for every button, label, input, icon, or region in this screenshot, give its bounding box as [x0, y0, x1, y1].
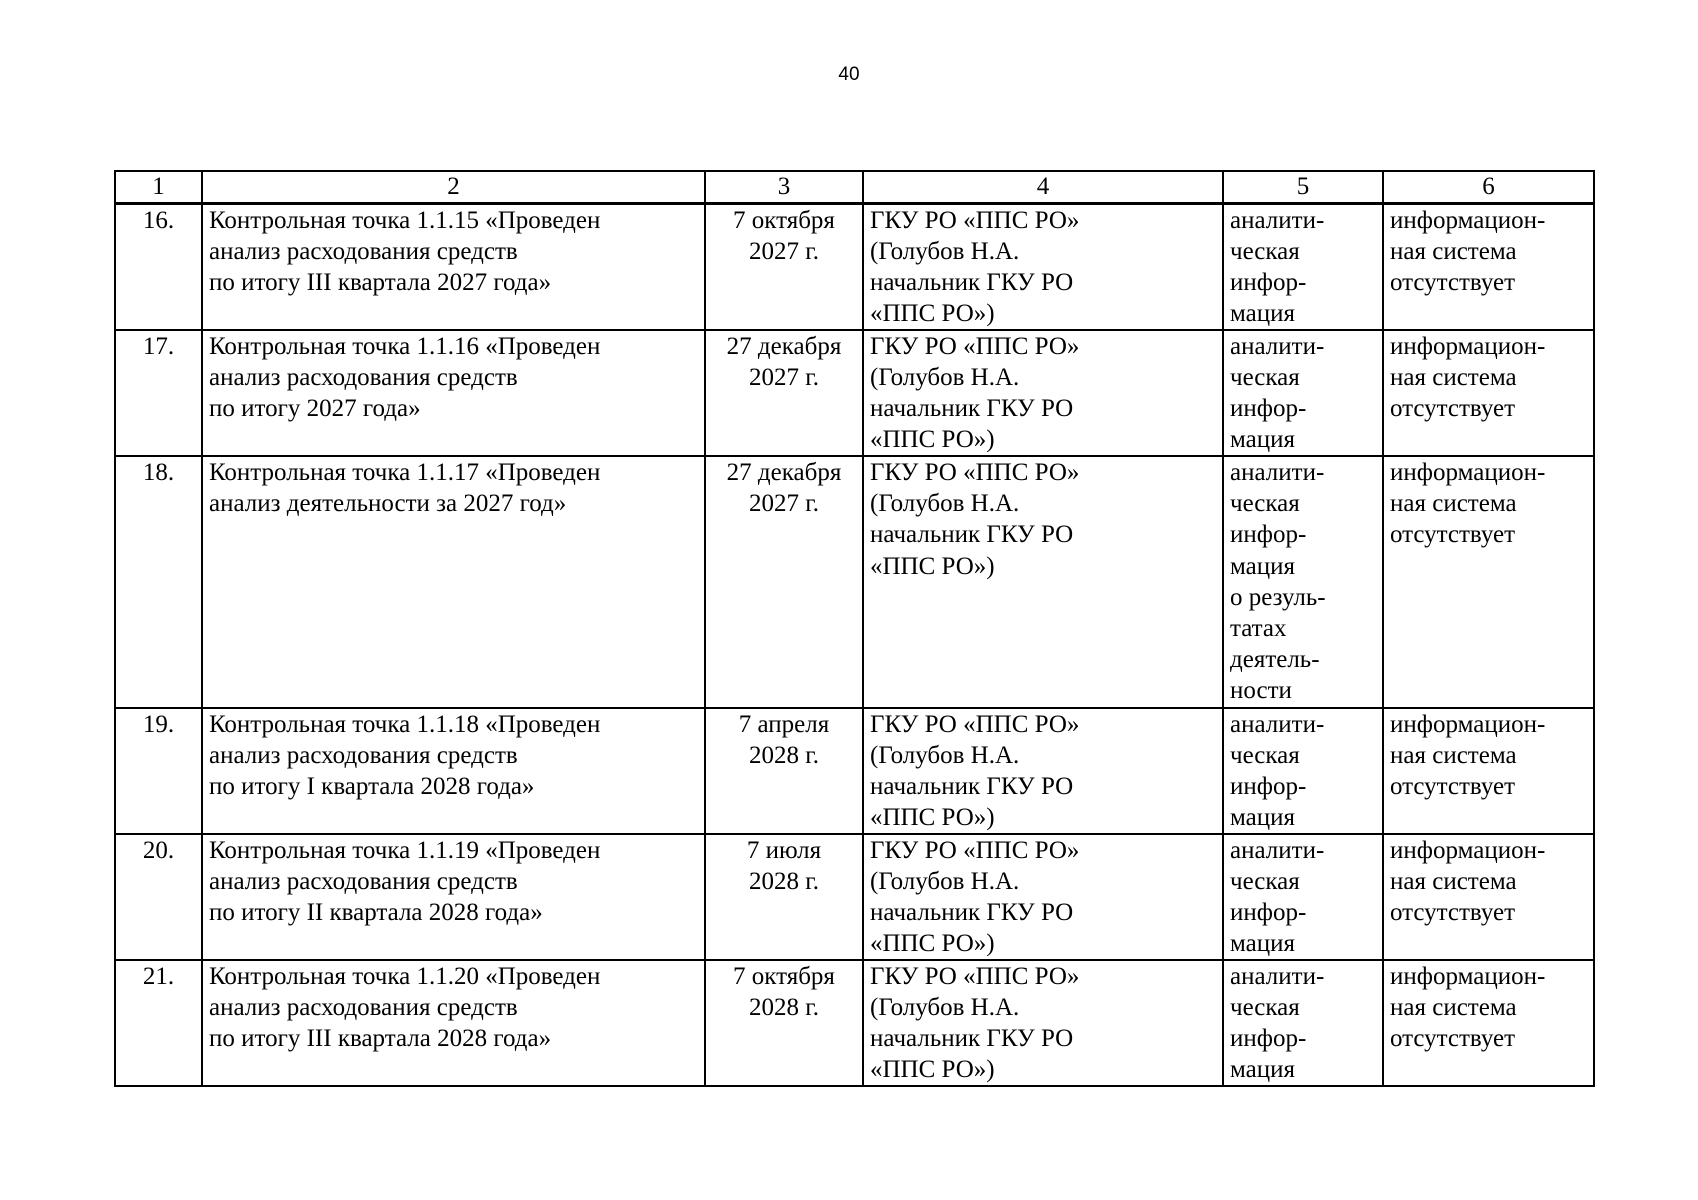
control-point-date: 7 июля 2028 г. — [705, 834, 863, 960]
responsible-executor: ГКУ РО «ППС РО» (Голубов Н.А. начальник ГКУ РО «ППС РО») — [863, 330, 1223, 456]
document-type: аналити- ческая инфор- мация — [1223, 708, 1383, 834]
document-type: аналити- ческая инфор- мация о резуль- татах деятель- ности — [1223, 456, 1383, 708]
column-number-header-row — [115, 171, 1594, 204]
responsible-executor: ГКУ РО «ППС РО» (Голубов Н.А. начальник ГКУ РО «ППС РО») — [863, 960, 1223, 1086]
column-number-2: 2 — [202, 171, 705, 204]
control-point-date: 27 декабря 2027 г. — [705, 330, 863, 456]
row-number: 17. — [115, 330, 202, 456]
column-number-5: 5 — [1223, 171, 1383, 204]
control-point-name: Контрольная точка 1.1.20 «Проведен анализ расходования средств по итогу III квартала 2028 года» — [202, 960, 705, 1086]
column-number-1: 1 — [115, 171, 202, 204]
control-point-date: 27 декабря 2027 г. — [705, 456, 863, 708]
control-point-date: 7 октября 2027 г. — [705, 204, 863, 331]
row-number: 21. — [115, 960, 202, 1086]
table-row — [115, 456, 1594, 708]
information-system: информацион- ная система отсутствует — [1383, 204, 1594, 331]
table-row — [115, 960, 1594, 1086]
row-number: 19. — [115, 708, 202, 834]
document-type: аналити- ческая инфор- мация — [1223, 960, 1383, 1086]
control-points-table — [114, 170, 1595, 1087]
control-point-name: Контрольная точка 1.1.16 «Проведен анализ расходования средств по итогу 2027 года» — [202, 330, 705, 456]
information-system: информацион- ная система отсутствует — [1383, 708, 1594, 834]
information-system: информацион- ная система отсутствует — [1383, 834, 1594, 960]
table-row — [115, 330, 1594, 456]
control-point-name: Контрольная точка 1.1.19 «Проведен анализ расходования средств по итогу II квартала 2028 года» — [202, 834, 705, 960]
document-type: аналити- ческая инфор- мация — [1223, 204, 1383, 331]
row-number: 18. — [115, 456, 202, 708]
control-point-name: Контрольная точка 1.1.17 «Проведен анализ деятельности за 2027 год» — [202, 456, 705, 708]
table-row — [115, 204, 1594, 331]
control-point-name: Контрольная точка 1.1.18 «Проведен анализ расходования средств по итогу I квартала 2028 года» — [202, 708, 705, 834]
responsible-executor: ГКУ РО «ППС РО» (Голубов Н.А. начальник ГКУ РО «ППС РО») — [863, 204, 1223, 331]
table-row — [115, 708, 1594, 834]
document-type: аналити- ческая инфор- мация — [1223, 330, 1383, 456]
table-row — [115, 834, 1594, 960]
control-point-date: 7 октября 2028 г. — [705, 960, 863, 1086]
column-number-6: 6 — [1383, 171, 1594, 204]
row-number: 16. — [115, 204, 202, 331]
column-number-4: 4 — [863, 171, 1223, 204]
information-system: информацион- ная система отсутствует — [1383, 330, 1594, 456]
row-number: 20. — [115, 834, 202, 960]
information-system: информацион- ная система отсутствует — [1383, 960, 1594, 1086]
document-type: аналити- ческая инфор- мация — [1223, 834, 1383, 960]
column-number-3: 3 — [705, 171, 863, 204]
control-point-date: 7 апреля 2028 г. — [705, 708, 863, 834]
control-point-name: Контрольная точка 1.1.15 «Проведен анализ расходования средств по итогу III квартала 2027 года» — [202, 204, 705, 331]
responsible-executor: ГКУ РО «ППС РО» (Голубов Н.А. начальник ГКУ РО «ППС РО») — [863, 708, 1223, 834]
responsible-executor: ГКУ РО «ППС РО» (Голубов Н.А. начальник ГКУ РО «ППС РО») — [863, 834, 1223, 960]
responsible-executor: ГКУ РО «ППС РО» (Голубов Н.А. начальник ГКУ РО «ППС РО») — [863, 456, 1223, 708]
page-number: 40 — [838, 64, 860, 85]
information-system: информацион- ная система отсутствует — [1383, 456, 1594, 708]
